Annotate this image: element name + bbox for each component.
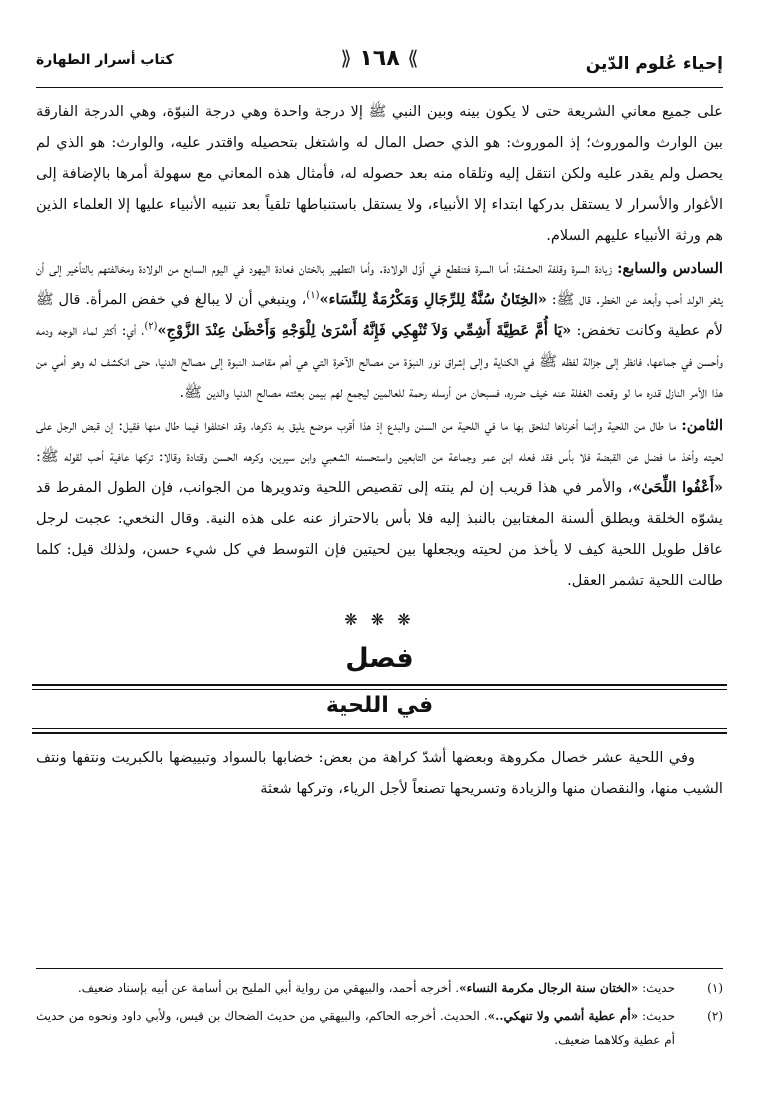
- footnote-2-text: . الحديث. أخرجه الحاكم، والبيهقي من حديث الضحاك بن قيس، ولأبي داود ونحوه من حديث أم عطية وكلاهما ضعيف.: [36, 1009, 675, 1047]
- footnote-2: [36, 1004, 723, 1052]
- paragraph-3-text-a: ما طال من اللحية وإنما أخرناها لنلحق بها ما في اللحية من السنن والبدع إذ هذا أقرب موضع يليق به ذكرها، وقد اختلفوا فيما طال منها فقيل: إن قبض الرجل على لحيته وأخذ ما فضل عن القبضة فلا بأس فقد فعله ابن عمر وجماعة من التابعين واستحسنه الشعبي وابن سيرين، وكرهه الحسن وقتادة وقالا: تركها عافية أحب لقوله ﷺ:: [36, 417, 723, 465]
- paragraph-3-lead: الثامن:: [681, 417, 723, 434]
- footnote-ref-2: (٢): [144, 321, 158, 333]
- page-number-value: ١٦٨: [359, 46, 400, 71]
- footnote-1-text: . أخرجه أحمد، والبيهقي من رواية أبي المليح بن أسامة عن أبيه بإسناد ضعيف.: [77, 981, 460, 995]
- paragraph-3-text-b: ، والأمر في هذا قريب إن لم ينته إلى تقصيص اللحية وتدويرها من الجوانب، فإن الطول المفرط قد يشوّه الخلقة ويطلق ألسنة المغتابين بالنبذ إليه فلا بأس بالاحتراز عنه على هذه النية. وقال النخعي: عجبت لرجل عاقل طويل اللحية كيف لا يأخذ من لحيته ويجعلها بين لحيتين فإن التوسط في كل شيء حسن، ولذلك قيل: كلما طالت اللحية تشمر العقل.: [36, 479, 723, 589]
- footnote-1: [36, 976, 723, 1000]
- paragraph-1: على جميع معاني الشريعة حتى لا يكون بينه وبين النبي ﷺ إلا درجة واحدة وهي درجة النبوّة، وهي الدرجة الفارقة بين الوارث والموروث؛ إذ الموروث: هو الذي حصل المال له واشتغل بتحصيله واقتدر عليه، والوارث: هو الذي لم يحصل ولم يقدر عليه ولكن انتقل إليه وتلقاه منه بعد حصوله له، فأمثال هذه المعاني مع سهولة أمرها بالإضافة إلى الأغوار والأسرار لا يستقل بدركها ابتداء إلا الأنبياء، ولا يستقل باستنباطها تلقياً بعد تنبيه الأنبياء عليها إلا العلماء الذين هم ورثة الأنبياء عليهم السلام.: [36, 103, 723, 244]
- hadith-umm-atiyya: «يَا أُمَّ عَطِيَّةَ أَشِمِّي وَلاَ تُنْهِكِي فَإِنَّهُ أَسْرَىٰ لِلْوَجْهِ وَأَحْظَىٰ عِنْدَ الزَّوْجِ»: [157, 322, 572, 339]
- paragraph-2-text-a: زيادة السرة وقلفة الحشفة؛ أما السرة فتنقطع في أوّل الولادة. وأما التطهير بالختان فعادة اليهود في اليوم السابع من الولادة ومخالفتهم بالتأخير إلى أن يثغر الولد أحب وأبعد عن الخطر. قال ﷺ:: [36, 260, 723, 308]
- section-title-box: [32, 684, 727, 734]
- section-title: في اللحية: [325, 693, 434, 718]
- footnote-1-quote: «الختان سنة الرجال مكرمة النساء»: [459, 981, 639, 995]
- page-number-ornament-right: ⟫: [407, 46, 419, 70]
- footnote-1-prefix: حديث:: [638, 981, 675, 995]
- fasl-heading: فصل: [345, 643, 414, 674]
- header-rule: [36, 87, 723, 88]
- paragraph-2-lead: السادس والسابع:: [617, 260, 723, 277]
- footnote-2-number: (٢): [707, 1009, 723, 1023]
- hadith-khitan: «الخِتَانُ سُنَّةٌ لِلرِّجَالِ وَمَكْرُمَةٌ لِلنِّسَاء»: [319, 291, 547, 308]
- footnote-2-quote: «أم عطية أشمي ولا تنهكي..»: [487, 1009, 639, 1023]
- paragraph-2-text-c: ، أي: أكثر لماء الوجه ودمه وأحسن في جماعها، فانظر إلى جزالة لفظه ﷺ في الكناية وإلى إشراق نور النبوّة من مصالح الآخرة التي هي أهم مقاصد النبوة إلى مصالح الدنيا، حتى انكشف له وهو أمي من هذا الأمر النازل قدره ما لو وقعت الغفلة عنه خيف ضرره، فسبحان من أرسله رحمة للعالمين ليجمع لهم بيمن بعثته مصالح الدنيا والدين ﷺ.: [36, 322, 723, 401]
- footnote-rule: [36, 968, 723, 969]
- paragraph-4: وفي اللحية عشر خصال مكروهة وبعضها أشدّ كراهة من بعض: خضابها بالسواد وتبييضها بالكبريت ونتفها ونتف الشيب منها، والنقصان منها والزيادة وتسريحها تصنعاً لأجل الرياء، وتركها شعثة: [36, 749, 723, 797]
- running-header: [36, 40, 723, 88]
- footnote-ref-1: (١): [306, 290, 320, 302]
- chapter-title: كتاب أسرار الطهارة: [36, 52, 174, 68]
- page-number: [341, 46, 419, 71]
- book-title: إحياء عُلوم الدّين: [585, 54, 723, 74]
- section-divider-ornament: ❋ ❋ ❋: [344, 610, 415, 629]
- page-number-ornament-left: ⟪: [340, 46, 352, 70]
- paragraph-3: [36, 410, 723, 596]
- paragraph-2: [36, 253, 723, 408]
- main-text: [36, 96, 723, 804]
- footnote-1-number: (١): [707, 981, 723, 995]
- hadith-beards: «أَعْفُوا اللِّحَىٰ»: [632, 479, 723, 496]
- footnotes: [36, 976, 723, 1056]
- footnote-2-prefix: حديث:: [638, 1009, 676, 1023]
- paragraph-2-text-b: ، وينبغي أن لا يبالغ في خفض المرأة. قال ﷺ لأم عطية وكانت تخفض:: [36, 291, 723, 339]
